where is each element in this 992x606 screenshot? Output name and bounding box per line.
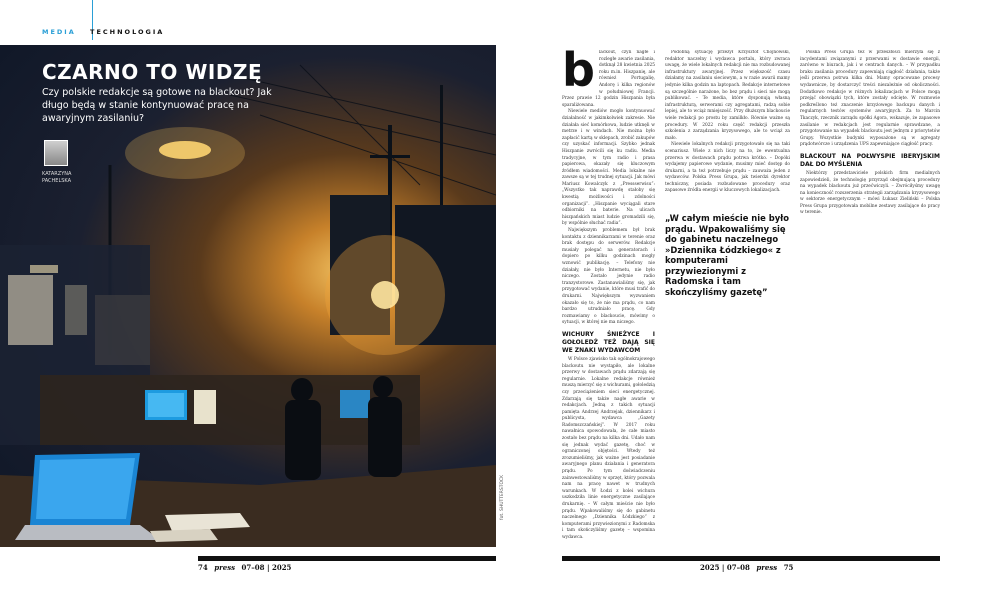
page-number-left: 74 — [198, 563, 208, 572]
subheading-winter: WICHURY ŚNIEŻYCE I GOŁOLEDŹ TEŻ DAJĄ SIĘ WE ZNAKI WYDAWCOM — [562, 330, 655, 354]
issue-date-right: 2025 | 07–08 — [700, 563, 750, 572]
section-header — [42, 28, 164, 36]
column-1-lead: lackout, czyli nagłe i rozległe awarie zasilania, dotknął 28 kwietnia 2025 roku m.in. Hiszpanię, ale również Portugalię, Andorę i kilka regionów w południowej Francji. Przez prawie 12 godzin Hiszpania była sparaliżowana. — [562, 50, 655, 108]
author-name: KATARZYNA PACHELSKA — [42, 171, 72, 184]
section-label-technology: TECHNOLOGIA — [90, 28, 165, 36]
drop-cap: b — [562, 50, 595, 97]
folio-left — [198, 563, 291, 572]
brand-logo-right: press — [756, 563, 778, 572]
issue-date-left: 07–08 | 2025 — [241, 563, 292, 572]
section-label-media: MEDIA — [42, 28, 76, 36]
column-4-more: Niektórzy przedstawiciele polskich firm medialnych zapowiedzieli, że technologię przyrząd obejmującą procedury na wypadek blackoutu już przećwiczyli. – Zwróciłyśmy uwagę na konieczność rozszerzenia strategii zarządzania kryzysowego w sektorze energetycznym – mówi Łukasz Zieliński – Polska Press Grupa przygotowała mobilne zestawy zasilające do pracy w terenie. — [800, 170, 940, 216]
column-2-body: W Polsce zjawisko tak ogólnokrajowego blackoutu nie wystąpiło, ale lokalne przerwy w dostawach prądu zdarzają się regularnie. Lokalne redakcje również muszą mierzyć się z wichurami, gołoledzią czy przeciążeniem sieci energetycznej. Zdarzają się także nagłe awarie w redakcjach. Jedną z takich sytuacji pamięta Andrzej Andrzejak, dziennikarz i publicysta, wydawca „Gazety Radomszczańskiej”. W 2017 roku nawałnica spowodowała, że całe miasto zostało bez prądu na kilka dni. Udało nam się jednak wydać gazetę, choć w ograniczonej objętości. Wtedy też zrozumieliśmy, jak ważne jest posiadanie awaryjnego planu działania i generatora prądu. Po tym doświadczeniu zainwestowaliśmy w sprzęt, który pozwala nam na pracę nawet w trudnych warunkach. W Łodzi z kolei wichura uszkodziła linie energetyczne zasilające drukarnię. – W całym mieście nie było prądu. Wpakowaliśmy się do gabinetu naczelnego „Dziennika Łódzkiego” z komputerami przywiezionymi z Radomska i tam skończyliśmy gazetę – wspomina wydawca. — [562, 356, 655, 540]
pull-quote: „W całym mieście nie było prądu. Wpakowaliśmy się do gabinetu naczelnego »Dziennika Łódzkiego« z komputerami przywiezionymi z Radomska i tam skończyliśmy gazetę” — [665, 213, 790, 297]
column-1-more: Największym problemem był brak kontaktu z dziennikarzami w terenie oraz brak dostępu do serwerów. Redakcje musiały polegać na generatorach i dopiero po kilku godzinach mogły wznowić publikację. – Telefony nie działały, nie było Internetu, nie było niczego. Zostało jedynie radio tranzystorowe. Zastanawialiśmy się, jak przygotować wydanie, które musi trafić do drukarni. Największym wyzwaniem okazało się to, że nie ma prądu, co nam bardzo utrudniało pracę. Gdy rozmawiamy o blackoucie, mówimy o sytuacji, w której nie ma niczego. — [562, 228, 655, 326]
author-avatar — [44, 140, 68, 166]
footer-bar-left — [198, 556, 496, 561]
brand-logo-left: press — [214, 563, 236, 572]
page-number-right: 75 — [783, 563, 794, 572]
column-4-body: Polska Press Grupa też w przeszłości mierzyła się z incydentami związanymi z przerwami w dostawie energii, zarówno w biurach, jak i w centrach danych. – W przypadku braku zasilania procedury zapewniają ciągłość działania, także jeśli przerwa potrwa kilka dni. Mamy opracowane procesy wydawnicze, by dostarczyć treści niezależnie od okoliczności. Dodatkowo redakcje w różnych lokalizacjach w Polsce mogą przejąć obowiązki tych, które zostały odcięte. W rozmowie podkreślono też znaczenie krzyżowego backupu danych i regularnych testów systemów awaryjnych. Za to Marcin Tkaczyk, rzecznik zarządu spółki Agora, wskazuje, że zapasowe zasilanie w redakcjach jest regularnie sprawdzane, a przygotowanie na wypadek blackoutu jest jednym z priorytetów Grupy. Wszystkie budynki wyposażone są w agregaty prądotwórcze i urządzenia UPS zapewniające ciągłość pracy. — [800, 50, 940, 148]
column-3 — [665, 50, 790, 208]
article-title: CZARNO TO WIDZĘ — [42, 60, 263, 84]
column-3-more: Niewiele lokalnych redakcji przygotowało się na taki scenariusz. Wiele z nich liczy na to, że ewentualna przerwa w dostawach prądu potrwa krótko. – Dopóki wydajemy papierowe wydanie, musimy mieć dostęp do drukarni, a ta też potrzebuje prądu – zauważa jeden z wydawców. Polska Press Grupa, jak twierdzi dyrektor techniczny, posiada rozbudowane procedury oraz zapasowe źródła energii w kluczowych lokalizacjach. — [665, 142, 790, 194]
folio-right — [700, 563, 793, 572]
column-4 — [800, 50, 940, 545]
subheading-blackout-iberia: BLACKOUT NA POŁWYSPIE IBERYJSKIM DAŁ DO MYŚLENIA — [800, 152, 940, 168]
column-1-body: Niewiele mediów mogło kontynuować działalność w jakimkolwiek zakresie. Nie działała sieć komórkowa, ludzie utknęli w metrze i w windach. Nie można było zapłacić kartą w sklepach, zrobić zakupów czy uzyskać informacji. Szybko jednak Hiszpanie zwrócili się ku radiu. Media tradycyjne, w tym radio i prasa papierowa, okazały się kluczowym źródłem wiadomości. Media lokalne nie zawsze są w tej trudnej sytuacji. Jak mówi Mariusz Kowalczyk z „Pressserwisu”: „Wszystko tak naprawdę stałoby się kwestią możliwości i zdolności organizacji”. „Hiszpanie wyciągali stare odbiorniki na baterie. Na ulicach hiszpańskich miast ludzie gromadzili się, by wspólnie słuchać radia”. — [562, 109, 655, 227]
column-1 — [562, 50, 655, 550]
footer-bar-right — [562, 556, 940, 561]
photo-credit: fot. SHUTTERSTOCK — [500, 474, 505, 520]
article-deck: Czy polskie redakcje są gotowe na blackout? Jak długo będą w stanie kontynuować pracę na awaryjnym zasilaniu? — [42, 87, 272, 124]
column-3-body: Podobną sytuację przeżył Krzysztof Chojnowski, redaktor naczelny i wydawca portalu, który zwraca uwagę, że wiele lokalnych redakcji nie ma rozbudowanej infrastruktury awaryjnej. Przez większość czasu działamy na zasilaniu sieciowym, a w razie awarii mamy jedynie kilka godzin na laptopach. Redakcje internetowe są szczególnie narażone, bo bez prądu i sieci nie mogą publikować. – Te media, które dysponują własną infrastrukturą, serwerami czy agregatami, radzą sobie lepiej, ale to wciąż mniejszość. Przy dłuższym blackoucie wiele redakcji po prostu by zamilkło. Równie ważne są procedury. W 2022 roku część redakcji przeszła szkolenia z zarządzania kryzysowego, ale to wciąż za mało. — [665, 50, 790, 141]
